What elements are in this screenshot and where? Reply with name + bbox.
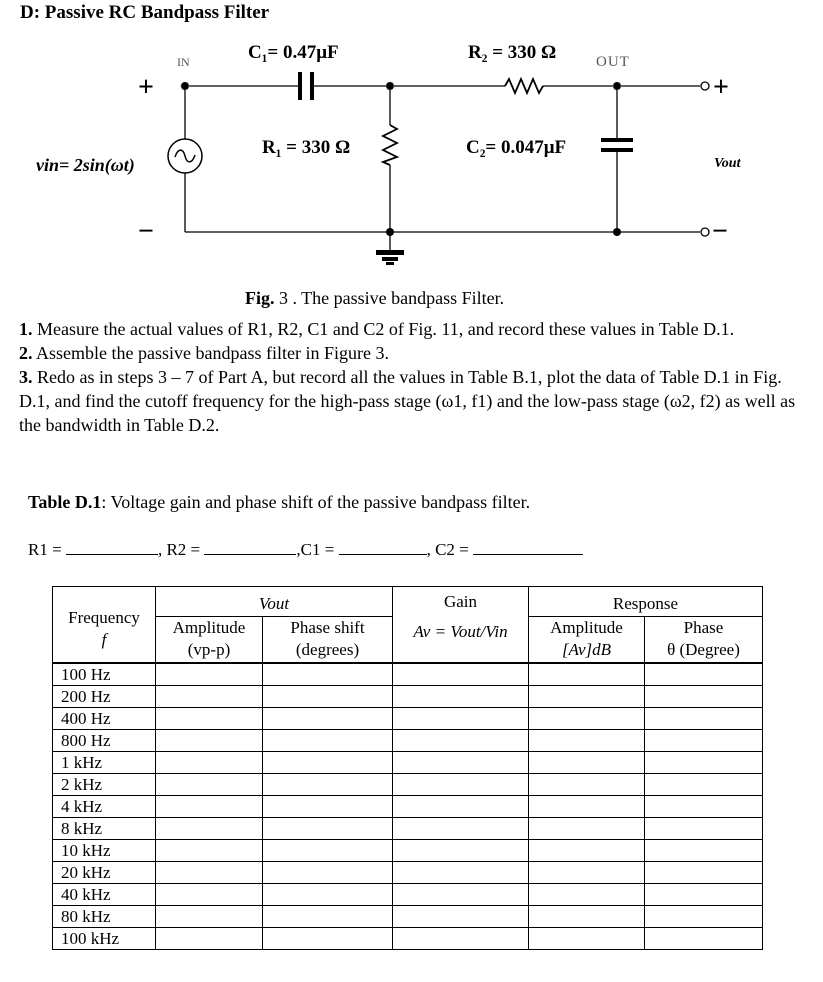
bandpass-circuit-diagram [0,30,823,280]
table-row [53,773,763,795]
data-entry-cell[interactable] [529,685,645,707]
ac-source-symbol [168,139,202,173]
output-plus-sign: + [713,72,729,103]
instruction-steps [19,317,809,437]
table-row [53,883,763,905]
data-entry-cell[interactable] [645,685,763,707]
data-entry-cell[interactable] [263,773,393,795]
figure-caption-text: . The passive bandpass Filter. [292,288,505,308]
data-entry-cell[interactable] [645,751,763,773]
c1-capacitor-symbol [298,72,314,100]
vout-header: Vout [156,587,393,617]
table-row [53,663,763,686]
data-entry-cell[interactable] [645,817,763,839]
table-row [53,795,763,817]
amplitude-header: Amplitude (vp-p) [156,617,263,663]
input-minus-sign: − [138,216,154,247]
table-row [53,817,763,839]
r1-resistor-symbol [383,125,397,165]
c2-field-label: C2 = [435,540,469,559]
frequency-cell: 1 kHz [53,751,156,773]
data-entry-cell[interactable] [263,839,393,861]
data-entry-cell[interactable] [156,773,263,795]
data-entry-cell[interactable] [156,905,263,927]
data-entry-cell[interactable] [645,927,763,949]
table-row [53,927,763,949]
out-label: OUT [596,54,630,70]
data-entry-cell[interactable] [529,861,645,883]
data-entry-cell[interactable] [263,685,393,707]
data-entry-cell[interactable] [156,663,263,686]
step-3: 3. Redo as in steps 3 – 7 of Part A, but record all the values in Table B.1, plot the data of Table D.1 in Fig. D.1, and find the cutoff frequency for the high-pass stage (ω1, f1) and the low-pass stage (ω2, f2) as well as the bandwidth in Table D.2. [19,367,796,435]
component-values-line: R1 = , R2 = ,C1 = , C2 = [28,538,583,560]
data-entry-cell[interactable] [645,861,763,883]
r2-field-blank[interactable] [204,538,296,555]
frequency-cell: 800 Hz [53,729,156,751]
c1-field-label: C1 = [300,540,335,559]
data-entry-cell[interactable] [156,795,263,817]
r1-label: R₁ = 330 Ω [262,137,351,158]
page-heading: D: Passive RC Bandpass Filter [20,2,270,23]
frequency-cell: 200 Hz [53,685,156,707]
mid-test-point [386,82,394,90]
data-table [52,586,763,950]
data-entry-cell[interactable] [645,663,763,686]
data-entry-cell[interactable] [156,685,263,707]
r1-field-blank[interactable] [66,538,158,555]
frequency-cell: 400 Hz [53,707,156,729]
step-1: 1. Measure the actual values of R1, R2, C1 and C2 of Fig. 11, and record these values in Table D.1. [19,319,735,339]
c1-label: C₁= 0.47μF [248,42,339,63]
output-terminal-plus [701,82,709,90]
table-body [53,663,763,950]
data-entry-cell[interactable] [263,861,393,883]
frequency-header: Frequency f [53,587,156,663]
data-entry-cell[interactable] [529,927,645,949]
gain-header: Gain Av = Vout/Vin [393,587,529,663]
data-entry-cell[interactable] [156,817,263,839]
data-entry-cell[interactable] [263,663,393,686]
data-entry-cell[interactable] [393,729,529,751]
figure-caption [245,288,504,309]
table-row [53,685,763,707]
table-row [53,751,763,773]
table-row [53,861,763,883]
data-entry-cell[interactable] [529,817,645,839]
ground-symbol [376,250,404,265]
data-entry-cell[interactable] [529,883,645,905]
frequency-cell: 2 kHz [53,773,156,795]
data-entry-cell[interactable] [263,927,393,949]
data-entry-cell[interactable] [645,905,763,927]
frequency-cell: 40 kHz [53,883,156,905]
r2-label: R₂ = 330 Ω [468,42,557,63]
data-entry-cell[interactable] [156,927,263,949]
data-entry-cell[interactable] [156,839,263,861]
frequency-cell: 8 kHz [53,817,156,839]
data-entry-cell[interactable] [645,773,763,795]
table-row [53,905,763,927]
in-test-point [181,82,189,90]
table-title [28,492,530,513]
input-plus-sign: + [138,72,154,103]
data-entry-cell[interactable] [263,817,393,839]
c1-field-blank[interactable] [339,538,427,555]
data-entry-cell[interactable] [263,751,393,773]
frequency-cell: 4 kHz [53,795,156,817]
r2-resistor-symbol [505,79,543,93]
frequency-cell: 10 kHz [53,839,156,861]
data-entry-cell[interactable] [645,883,763,905]
resp-phase-header: Phase θ (Degree) [645,617,763,663]
data-entry-cell[interactable] [529,795,645,817]
data-entry-cell[interactable] [393,927,529,949]
data-entry-cell[interactable] [393,861,529,883]
table-title-label: Table D.1 [28,492,102,512]
figure-caption-number: 3 [279,288,288,308]
data-entry-cell[interactable] [156,751,263,773]
data-entry-cell[interactable] [393,663,529,686]
data-entry-cell[interactable] [529,707,645,729]
frequency-cell: 100 Hz [53,663,156,686]
response-header: Response [529,587,763,617]
data-entry-cell[interactable] [393,795,529,817]
data-entry-cell[interactable] [393,905,529,927]
resp-amplitude-header: Amplitude [Av]dB [529,617,645,663]
table-row [53,839,763,861]
c2-label: C₂= 0.047μF [466,137,567,158]
data-entry-cell[interactable] [156,883,263,905]
vout-label: Vout [714,156,741,171]
data-entry-cell[interactable] [263,795,393,817]
table-title-text: : Voltage gain and phase shift of the passive bandpass filter. [101,492,531,512]
data-entry-cell[interactable] [263,729,393,751]
data-entry-cell[interactable] [393,685,529,707]
output-terminal-minus [701,228,709,236]
c2-field-blank[interactable] [473,538,583,555]
vin-label: vin= 2sin(ωt) [36,155,135,175]
step-2: 2. Assemble the passive bandpass filter in Figure 3. [19,343,389,363]
data-entry-cell[interactable] [393,839,529,861]
data-entry-cell[interactable] [393,707,529,729]
c2-capacitor-symbol [601,138,633,152]
data-entry-cell[interactable] [645,839,763,861]
data-entry-cell[interactable] [393,883,529,905]
output-minus-sign: − [712,216,728,247]
data-entry-cell[interactable] [156,861,263,883]
data-entry-cell[interactable] [529,773,645,795]
out-test-point [613,82,621,90]
data-entry-cell[interactable] [529,839,645,861]
data-entry-cell[interactable] [393,751,529,773]
data-entry-cell[interactable] [529,751,645,773]
table-row [53,707,763,729]
data-entry-cell[interactable] [645,795,763,817]
data-entry-cell[interactable] [156,707,263,729]
r1-field-label: R1 = [28,540,62,559]
data-entry-cell[interactable] [645,707,763,729]
figure-caption-prefix: Fig. [245,288,275,308]
frequency-cell: 100 kHz [53,927,156,949]
frequency-cell: 80 kHz [53,905,156,927]
data-entry-cell[interactable] [156,729,263,751]
table-row [53,729,763,751]
data-entry-cell[interactable] [393,773,529,795]
r2-field-label: R2 = [166,540,201,559]
data-entry-cell[interactable] [529,729,645,751]
data-entry-cell[interactable] [529,663,645,686]
data-entry-cell[interactable] [645,729,763,751]
data-entry-cell[interactable] [529,905,645,927]
data-entry-cell[interactable] [393,817,529,839]
data-entry-cell[interactable] [263,707,393,729]
data-entry-cell[interactable] [263,905,393,927]
data-entry-cell[interactable] [263,883,393,905]
frequency-cell: 20 kHz [53,861,156,883]
phase-shift-header: Phase shift (degrees) [263,617,393,663]
in-label: IN [177,55,190,69]
